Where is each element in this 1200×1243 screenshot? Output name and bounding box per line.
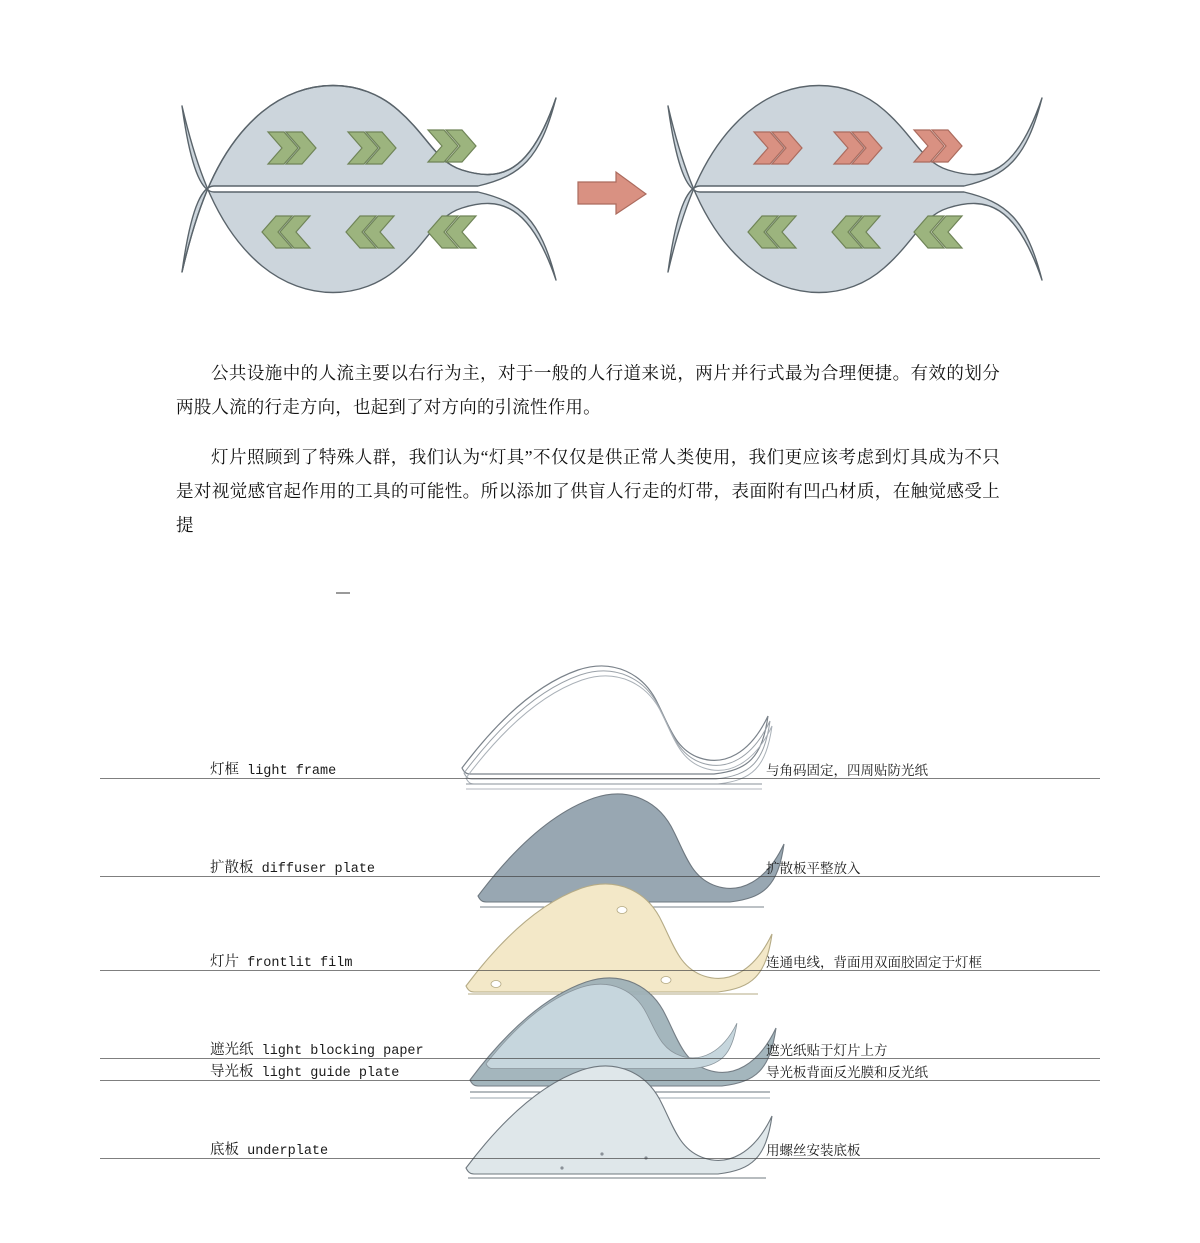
stray-dash-mark [336,592,350,594]
rule-left-2 [100,876,680,877]
layer-shape-light-frame [462,666,772,789]
layer-label-en-4: light blocking paper [261,1044,424,1059]
layer-note-light-guide-plate: 导光板背面反光膜和反光纸 [766,1065,928,1080]
flow-arrow-group-lower-left [262,216,476,248]
transition-arrow-icon [578,172,646,214]
layer-note-diffuser-plate: 扩散板平整放入 [766,861,861,876]
layer-label-cn-4: 遮光纸 [210,1042,254,1058]
layer-label-cn-2: 扩散板 [210,860,254,876]
pedestrian-flow-diagram [0,0,1200,330]
flow-arrow-group-upper-right [754,130,962,164]
layer-label-cn-5: 导光板 [210,1064,254,1080]
layer-note-underplate: 用螺丝安装底板 [766,1143,861,1158]
layer-note-light-frame: 与角码固定，四周贴防光纸 [766,763,928,778]
paragraph-2: 灯片照顾到了特殊人群，我们认为“灯具”不仅仅是供正常人类使用，我们更应该考虑到灯具成为不只是对视觉感官起作用的工具的可能性。所以添加了供盲人行走的灯带，表面附有凹凸材质，在触觉感受上提 [176,447,1000,535]
light-fixture-exploded-view [0,640,1200,1240]
layer-label-light-guide-plate [210,1060,399,1081]
body-text-block [176,356,1000,558]
layer-label-cn-1: 灯框 [210,762,239,778]
layer-label-light-frame [210,758,336,779]
layer-label-en-5: light guide plate [261,1066,400,1081]
rule-left-6 [100,1158,680,1159]
layer-label-cn-6: 底板 [210,1142,239,1158]
flow-left-panel [182,86,556,293]
rule-left-1 [100,778,680,779]
layer-note-frontlit-film: 连通电线，背面用双面胶固定于灯框 [766,955,982,970]
rule-right-2 [680,876,1100,877]
exploded-layers-artwork [0,640,1200,1200]
layer-label-en-3: frontlit film [247,956,353,971]
layer-label-en-2: diffuser plate [261,862,376,877]
paragraph-1: 公共设施中的人流主要以右行为主，对于一般的人行道来说，两片并行式最为合理便捷。有效的划分两股人流的行走方向，也起到了对方向的引流性作用。 [176,363,1000,417]
layer-label-cn-3: 灯片 [210,954,239,970]
layer-label-en-1: light frame [247,764,337,779]
layer-label-diffuser-plate [210,856,375,877]
flow-arrow-group-upper-left [268,130,476,164]
rule-right-4 [680,1058,1100,1059]
layer-note-light-blocking-paper: 遮光纸贴于灯片上方 [766,1043,888,1058]
flow-arrow-group-lower-right [748,216,962,248]
layer-label-underplate [210,1138,328,1159]
rule-left-3 [100,970,680,971]
layer-label-frontlit-film [210,950,352,971]
flow-right-panel [668,86,1042,293]
layer-label-en-6: underplate [247,1144,329,1159]
flow-diagram-svg [0,0,1200,330]
rule-right-6 [680,1158,1100,1159]
layer-label-light-blocking-paper [210,1038,424,1059]
